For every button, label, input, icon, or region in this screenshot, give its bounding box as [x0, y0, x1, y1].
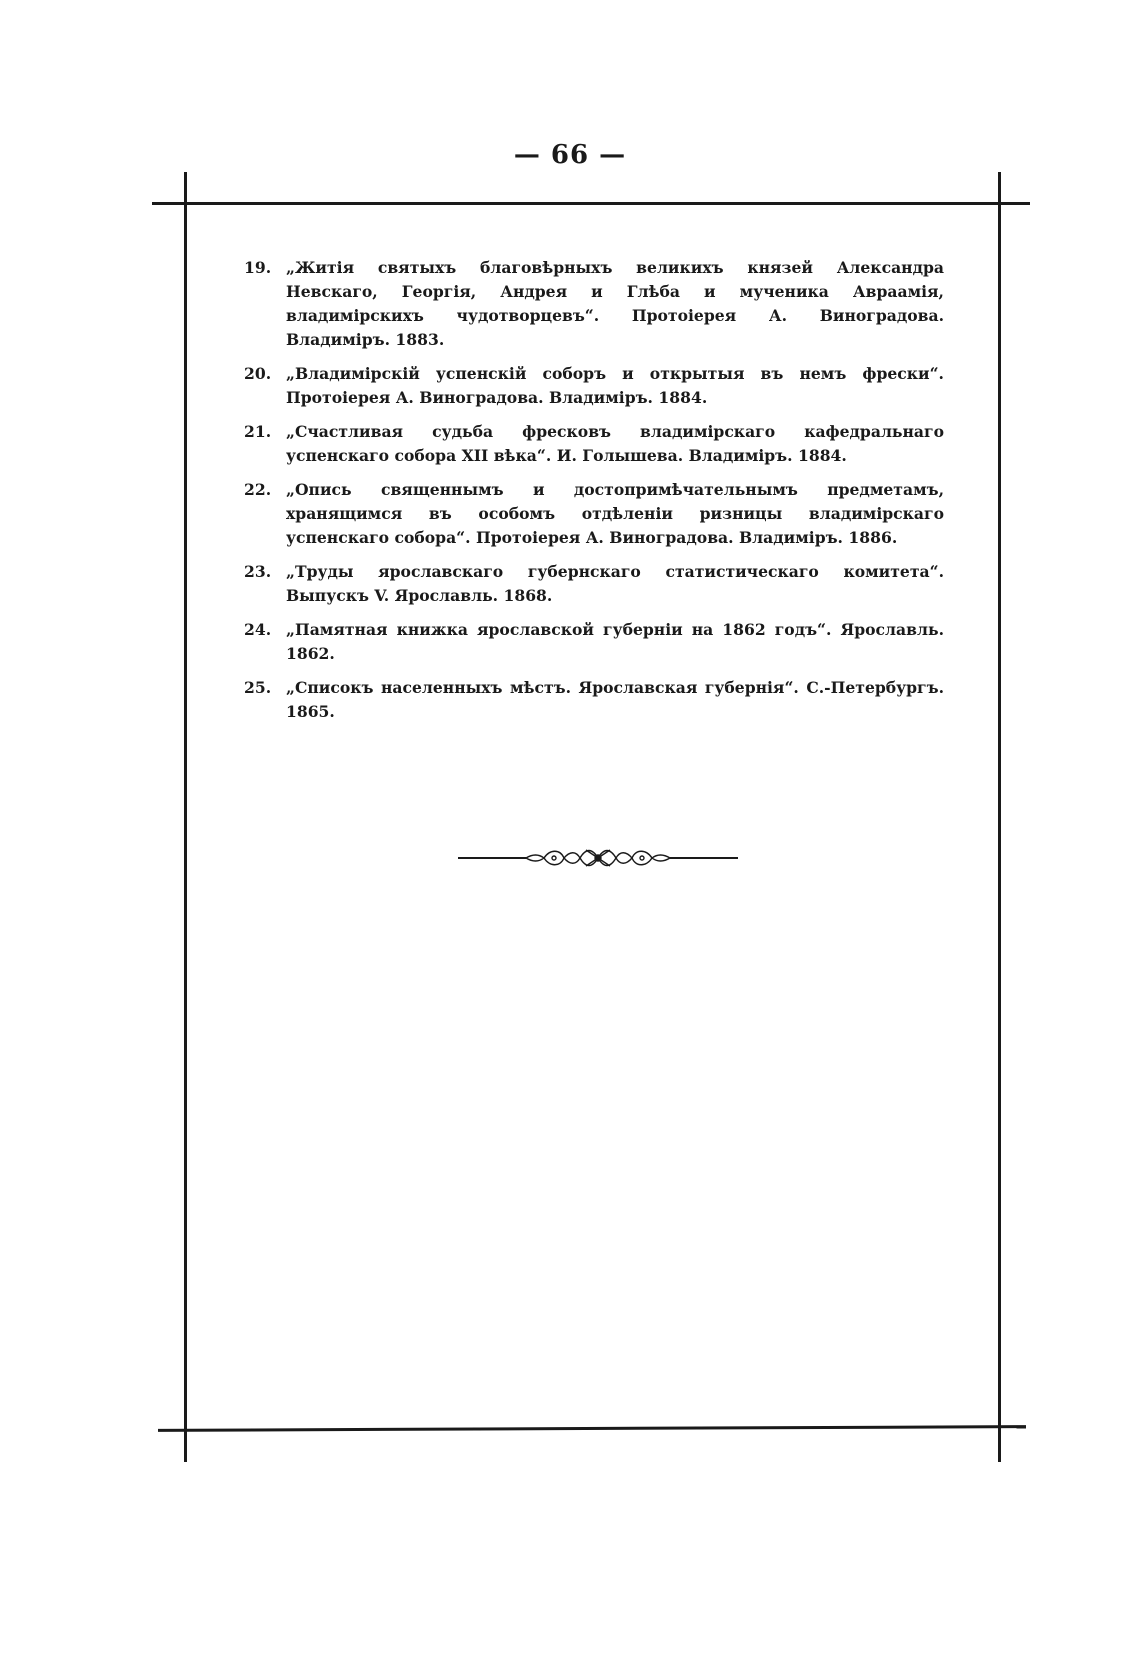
entry-number: 21.	[244, 422, 272, 441]
list-item	[244, 676, 944, 724]
entry-number: 22.	[244, 480, 272, 499]
entry-text: „Владимірскій успенскій соборъ и открытыя въ немъ фрески“. Протоіерея А. Виноградова. Владиміръ. 1884.	[286, 364, 944, 407]
entry-number: 19.	[244, 258, 272, 277]
list-item	[244, 478, 944, 550]
entry-number: 24.	[244, 620, 272, 639]
entry-number: 25.	[244, 678, 272, 697]
entry-text: „Житія святыхъ благовѣрныхъ великихъ князей Александра Невскаго, Георгія, Андрея и Глѣба и мученика Авраамія, владимірскихъ чудотворцевъ“. Протоіерея А. Виноградова. Владиміръ. 1883.	[286, 258, 944, 349]
frame-top-line	[152, 202, 1030, 205]
list-item	[244, 420, 944, 468]
entry-text: „Памятная книжка ярославской губерніи на 1862 годъ“. Ярославль. 1862.	[286, 620, 944, 663]
entry-text: „Опись священнымъ и достопримѣчательнымъ предметамъ, хранящимся въ особомъ отдѣленіи ризницы владимірскаго успенскаго собора“. Протоіерея А. Виноградова. Владиміръ. 1886.	[286, 480, 944, 547]
entry-text: „Труды ярославскаго губернскаго статистическаго комитета“. Выпускъ V. Ярославль. 1868.	[286, 562, 944, 605]
page-number: — 66 —	[513, 140, 627, 170]
scroll-ornament-icon	[458, 846, 738, 870]
list-item	[244, 362, 944, 410]
entry-number: 23.	[244, 562, 272, 581]
list-item	[244, 560, 944, 608]
frame-left-line	[184, 172, 187, 1462]
entry-number: 20.	[244, 364, 272, 383]
frame-right-line	[998, 172, 1001, 1462]
entry-text: „Списокъ населенныхъ мѣстъ. Ярославская губернія“. С.-Петербургъ. 1865.	[286, 678, 944, 721]
list-item	[244, 256, 944, 352]
list-item	[244, 618, 944, 666]
bibliography-list	[244, 256, 944, 734]
entry-text: „Счастливая судьба фресковъ владимірскаго кафедральнаго успенскаго собора XII вѣка“. И. Голышева. Владиміръ. 1884.	[286, 422, 944, 465]
frame-bottom-line	[158, 1425, 1026, 1432]
